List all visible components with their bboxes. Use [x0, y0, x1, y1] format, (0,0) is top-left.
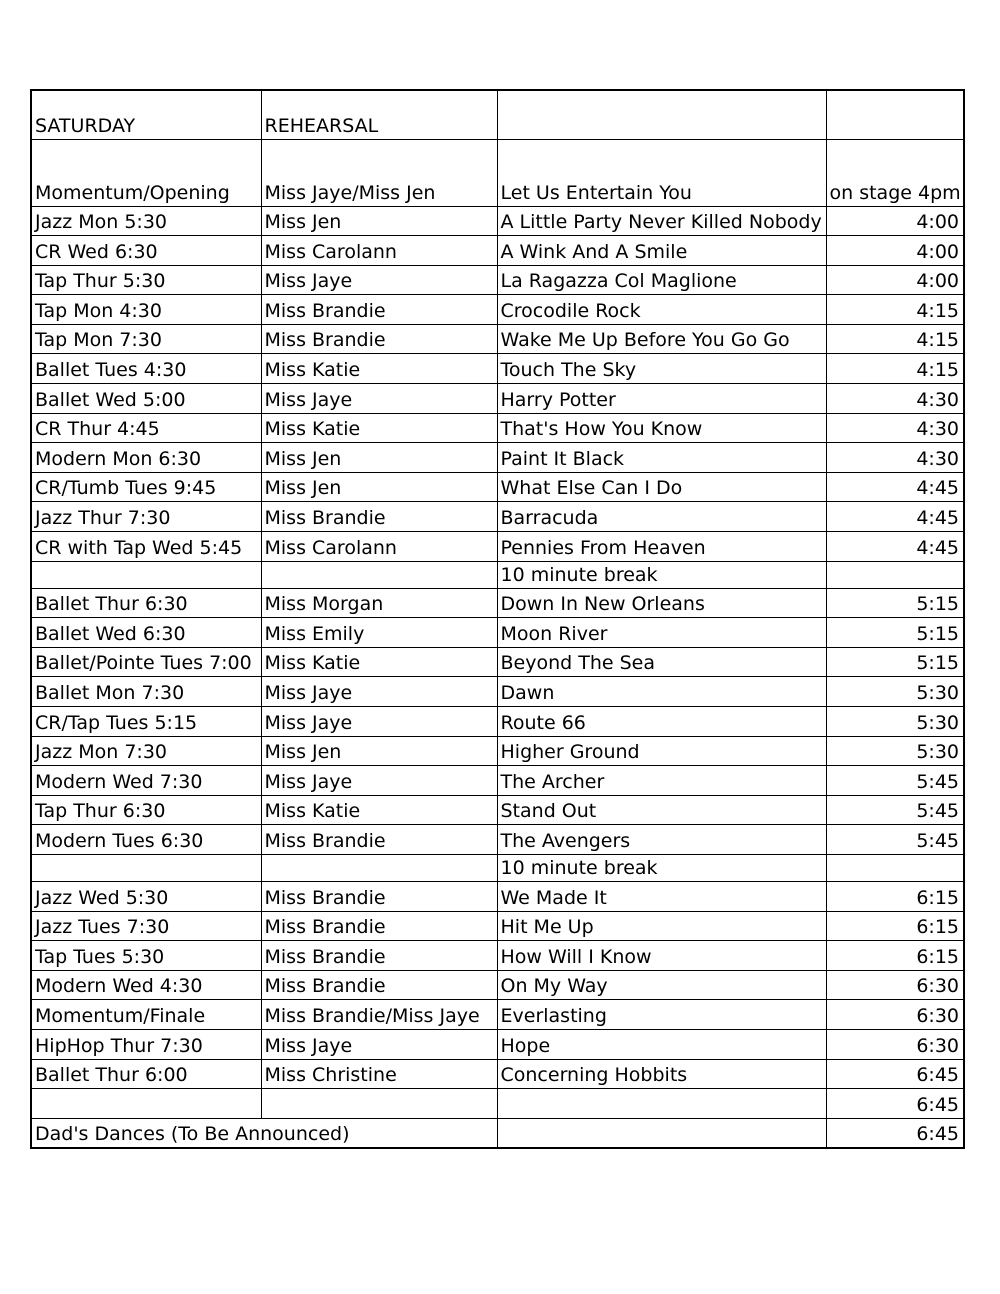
time-cell: 4:00 — [826, 206, 964, 236]
teacher-cell: Miss Jaye — [261, 707, 497, 737]
time-cell: 5:45 — [826, 766, 964, 796]
time-cell: 6:15 — [826, 881, 964, 911]
time-cell: 5:15 — [826, 618, 964, 648]
class-cell: CR/Tap Tues 5:15 — [31, 707, 261, 737]
teacher-cell: Miss Jen — [261, 472, 497, 502]
break-row — [31, 854, 964, 881]
class-cell: Jazz Wed 5:30 — [31, 881, 261, 911]
table-row — [31, 206, 964, 236]
teacher-cell: Miss Jaye — [261, 677, 497, 707]
time-cell — [826, 854, 964, 881]
table-row — [31, 707, 964, 737]
time-cell: 5:45 — [826, 795, 964, 825]
class-cell: Momentum/Finale — [31, 1000, 261, 1030]
time-cell — [826, 561, 964, 588]
teacher-cell: Miss Brandie — [261, 881, 497, 911]
rehearsal-schedule-table — [30, 89, 965, 1149]
teacher-cell: Miss Brandie — [261, 295, 497, 325]
teacher-cell: Miss Morgan — [261, 588, 497, 618]
time-cell: 6:45 — [826, 1118, 964, 1148]
song-cell — [497, 1089, 826, 1119]
song-cell: Harry Potter — [497, 384, 826, 414]
teacher-cell: Miss Katie — [261, 647, 497, 677]
table-row — [31, 588, 964, 618]
song-cell: Concerning Hobbits — [497, 1059, 826, 1089]
song-cell: A Wink And A Smile — [497, 236, 826, 266]
table-row — [31, 324, 964, 354]
class-cell: Modern Wed 7:30 — [31, 766, 261, 796]
header-row — [31, 90, 964, 139]
teacher-cell — [261, 561, 497, 588]
song-cell: Let Us Entertain You — [497, 139, 826, 206]
class-cell: Jazz Thur 7:30 — [31, 502, 261, 532]
teacher-cell: Miss Jaye — [261, 384, 497, 414]
song-cell: Moon River — [497, 618, 826, 648]
time-cell: 5:30 — [826, 677, 964, 707]
time-cell: 4:15 — [826, 324, 964, 354]
class-cell: Modern Tues 6:30 — [31, 825, 261, 855]
teacher-cell: Miss Brandie — [261, 970, 497, 1000]
class-cell: Ballet Tues 4:30 — [31, 354, 261, 384]
time-cell: 4:45 — [826, 532, 964, 562]
table-row — [31, 236, 964, 266]
song-cell: Dawn — [497, 677, 826, 707]
song-cell: Barracuda — [497, 502, 826, 532]
song-cell: Touch The Sky — [497, 354, 826, 384]
class-cell: Tap Thur 5:30 — [31, 265, 261, 295]
class-cell: Ballet Mon 7:30 — [31, 677, 261, 707]
song-cell: Paint It Black — [497, 443, 826, 473]
class-cell — [31, 854, 261, 881]
song-cell: Higher Ground — [497, 736, 826, 766]
empty-cell — [497, 90, 826, 139]
table-row — [31, 384, 964, 414]
song-cell: Down In New Orleans — [497, 588, 826, 618]
time-cell: 6:45 — [826, 1089, 964, 1119]
song-cell: On My Way — [497, 970, 826, 1000]
class-cell: Tap Mon 4:30 — [31, 295, 261, 325]
class-cell: Modern Mon 6:30 — [31, 443, 261, 473]
teacher-cell: Miss Brandie — [261, 941, 497, 971]
table-row — [31, 354, 964, 384]
class-cell — [31, 561, 261, 588]
time-cell: 6:30 — [826, 1029, 964, 1059]
class-cell: CR/Tumb Tues 9:45 — [31, 472, 261, 502]
time-cell: 4:00 — [826, 265, 964, 295]
table-row — [31, 618, 964, 648]
class-cell: CR Wed 6:30 — [31, 236, 261, 266]
class-cell: Tap Tues 5:30 — [31, 941, 261, 971]
table-row — [31, 766, 964, 796]
class-cell: Momentum/Opening — [31, 139, 261, 206]
teacher-cell: Miss Jen — [261, 443, 497, 473]
teacher-cell: Miss Brandie — [261, 825, 497, 855]
day-heading: SATURDAY — [31, 90, 261, 139]
song-cell: A Little Party Never Killed Nobody — [497, 206, 826, 236]
time-cell: 5:45 — [826, 825, 964, 855]
song-cell: Route 66 — [497, 707, 826, 737]
table-row — [31, 1000, 964, 1030]
class-cell — [31, 1089, 261, 1119]
song-cell: That's How You Know — [497, 413, 826, 443]
song-cell: The Archer — [497, 766, 826, 796]
song-cell: 10 minute break — [497, 561, 826, 588]
table-row — [31, 532, 964, 562]
table-row — [31, 1029, 964, 1059]
song-cell: Everlasting — [497, 1000, 826, 1030]
time-cell: 5:30 — [826, 707, 964, 737]
table-row — [31, 265, 964, 295]
teacher-cell: Miss Jaye/Miss Jen — [261, 139, 497, 206]
song-cell: Hope — [497, 1029, 826, 1059]
table-row — [31, 941, 964, 971]
class-cell: Ballet/Pointe Tues 7:00 — [31, 647, 261, 677]
table-row — [31, 413, 964, 443]
time-cell: 5:15 — [826, 647, 964, 677]
table-row — [31, 502, 964, 532]
song-cell: The Avengers — [497, 825, 826, 855]
table-row — [31, 677, 964, 707]
class-cell: Jazz Tues 7:30 — [31, 911, 261, 941]
time-cell: 5:15 — [826, 588, 964, 618]
class-cell: Ballet Wed 5:00 — [31, 384, 261, 414]
song-cell: What Else Can I Do — [497, 472, 826, 502]
time-cell: 6:30 — [826, 970, 964, 1000]
time-cell: on stage 4pm — [826, 139, 964, 206]
song-cell: Crocodile Rock — [497, 295, 826, 325]
time-cell: 6:30 — [826, 1000, 964, 1030]
time-cell: 6:45 — [826, 1059, 964, 1089]
teacher-cell: Miss Jaye — [261, 1029, 497, 1059]
song-cell: Stand Out — [497, 795, 826, 825]
teacher-cell: Miss Christine — [261, 1059, 497, 1089]
empty-cell — [826, 90, 964, 139]
class-cell: Jazz Mon 5:30 — [31, 206, 261, 236]
time-cell: 4:30 — [826, 384, 964, 414]
class-cell: Jazz Mon 7:30 — [31, 736, 261, 766]
teacher-cell — [261, 854, 497, 881]
time-cell: 4:00 — [826, 236, 964, 266]
time-cell: 4:45 — [826, 502, 964, 532]
song-cell: La Ragazza Col Maglione — [497, 265, 826, 295]
table-row — [31, 295, 964, 325]
table-row — [31, 795, 964, 825]
table-row — [31, 911, 964, 941]
time-cell: 5:30 — [826, 736, 964, 766]
teacher-cell: Miss Carolann — [261, 532, 497, 562]
teacher-cell: Miss Katie — [261, 795, 497, 825]
song-cell: How Will I Know — [497, 941, 826, 971]
teacher-cell: Miss Jaye — [261, 766, 497, 796]
teacher-cell: Miss Jen — [261, 736, 497, 766]
song-cell: Beyond The Sea — [497, 647, 826, 677]
table-row — [31, 736, 964, 766]
class-cell: Ballet Thur 6:30 — [31, 588, 261, 618]
song-cell — [497, 1118, 826, 1148]
time-cell: 4:30 — [826, 413, 964, 443]
class-cell: HipHop Thur 7:30 — [31, 1029, 261, 1059]
teacher-cell: Miss Brandie — [261, 324, 497, 354]
time-cell: 4:30 — [826, 443, 964, 473]
teacher-cell: Miss Katie — [261, 413, 497, 443]
table-row — [31, 1059, 964, 1089]
break-row — [31, 561, 964, 588]
table-row — [31, 1089, 964, 1119]
dads-dances-row — [31, 1118, 964, 1148]
song-cell: Pennies From Heaven — [497, 532, 826, 562]
class-cell: Tap Thur 6:30 — [31, 795, 261, 825]
song-cell: We Made It — [497, 881, 826, 911]
time-cell: 4:15 — [826, 295, 964, 325]
time-cell: 6:15 — [826, 941, 964, 971]
table-row — [31, 970, 964, 1000]
teacher-cell: Miss Carolann — [261, 236, 497, 266]
class-cell: Modern Wed 4:30 — [31, 970, 261, 1000]
teacher-cell — [261, 1089, 497, 1119]
teacher-cell: Miss Brandie/Miss Jaye — [261, 1000, 497, 1030]
time-cell: 4:45 — [826, 472, 964, 502]
opening-row — [31, 139, 964, 206]
event-heading: REHEARSAL — [261, 90, 497, 139]
time-cell: 6:15 — [826, 911, 964, 941]
class-cell: Tap Mon 7:30 — [31, 324, 261, 354]
song-cell: Hit Me Up — [497, 911, 826, 941]
table-row — [31, 647, 964, 677]
time-cell: 4:15 — [826, 354, 964, 384]
class-cell: CR Thur 4:45 — [31, 413, 261, 443]
dads-dances-label: Dad's Dances (To Be Announced) — [31, 1118, 497, 1148]
teacher-cell: Miss Jen — [261, 206, 497, 236]
teacher-cell: Miss Katie — [261, 354, 497, 384]
teacher-cell: Miss Brandie — [261, 911, 497, 941]
teacher-cell: Miss Emily — [261, 618, 497, 648]
teacher-cell: Miss Jaye — [261, 265, 497, 295]
class-cell: Ballet Thur 6:00 — [31, 1059, 261, 1089]
table-row — [31, 443, 964, 473]
table-row — [31, 472, 964, 502]
teacher-cell: Miss Brandie — [261, 502, 497, 532]
class-cell: CR with Tap Wed 5:45 — [31, 532, 261, 562]
table-row — [31, 881, 964, 911]
song-cell: 10 minute break — [497, 854, 826, 881]
song-cell: Wake Me Up Before You Go Go — [497, 324, 826, 354]
class-cell: Ballet Wed 6:30 — [31, 618, 261, 648]
table-row — [31, 825, 964, 855]
